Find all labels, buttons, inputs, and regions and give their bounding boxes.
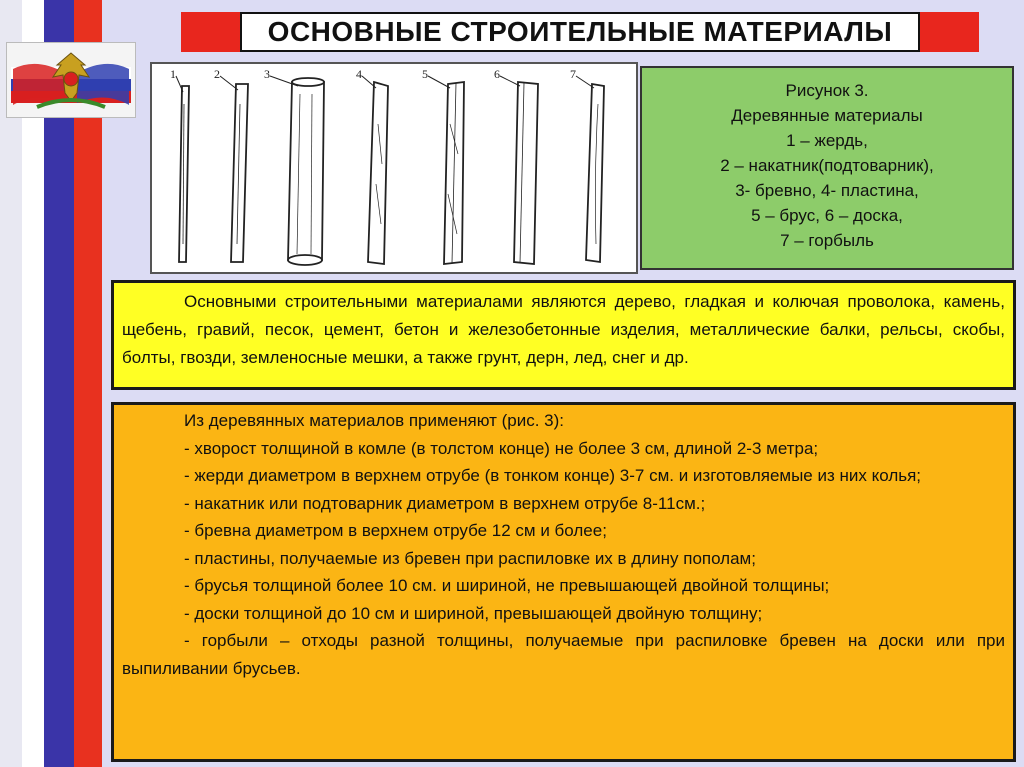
wood-list-item: - горбыли – отходы разной толщины, получаемые при распиловке бревен на доски или при выпиливании брусьев. <box>122 631 1005 678</box>
wood-list-item: - брусья толщиной более 10 см. и шириной, не превышающей двойной толщины; <box>184 576 830 595</box>
board-drawing <box>514 82 538 264</box>
wood-list-item: - хворост толщиной в комле (в толстом конце) не более 3 см, длиной 2-3 метра; <box>184 438 819 458</box>
half-log-drawing <box>368 82 388 264</box>
figure-label-6: 6 <box>494 67 500 81</box>
wood-heading: Из деревянных материалов применяют (рис. 3): <box>184 411 565 430</box>
caption-line: Деревянные материалы <box>731 106 923 125</box>
log-drawing <box>288 82 324 260</box>
caption-line: Рисунок 3. <box>785 81 869 100</box>
title-bar <box>181 12 979 52</box>
figure-label-3: 3 <box>264 67 270 81</box>
caption-line: 3- бревно, 4- пластина, <box>735 181 919 200</box>
caption-line: 5 – брус, 6 – доска, <box>751 206 903 225</box>
slab-drawing <box>586 84 604 262</box>
figure-label-4: 4 <box>356 67 362 81</box>
figure-caption <box>640 66 1014 270</box>
figure-label-1: 1 <box>170 67 176 81</box>
caption-line: 7 – горбыль <box>780 231 874 250</box>
emblem-logo <box>6 42 136 118</box>
emblem-icon <box>7 43 135 117</box>
caption-line: 2 – накатник(подтоварник), <box>720 156 934 175</box>
intro-text-box <box>111 280 1016 390</box>
wood-list-item: - жерди диаметром в верхнем отрубе (в тонком конце) 3-7 см. и изготовляемые из них колья; <box>184 466 922 485</box>
intro-paragraph: Основными строительными материалами являются дерево, гладкая и колючая проволока, камень, щебень, гравий, песок, цемент, бетон и железобетонные изделия, металлические балки, рельсы, скобы, болты, гвозди, земленосные мешки, а также грунт, дерн, лед, снег и др. <box>122 292 1005 367</box>
figure-label-7: 7 <box>570 67 576 81</box>
wood-list-item: - доски толщиной до 10 см и шириной, превышающей двойную толщину; <box>184 603 763 623</box>
wood-list-item: - накатник или подтоварник диаметром в верхнем отрубе 8-11см.; <box>184 493 706 513</box>
wood-materials-text-box <box>111 402 1016 762</box>
wood-list-item: - бревна диаметром в верхнем отрубе 12 см и более; <box>184 521 607 540</box>
figure-label-2: 2 <box>214 67 220 81</box>
wood-materials-figure <box>150 62 638 274</box>
figure-label-5: 5 <box>422 67 428 81</box>
page-title: ОСНОВНЫЕ СТРОИТЕЛЬНЫЕ МАТЕРИАЛЫ <box>240 12 921 52</box>
wood-materials-drawing <box>152 64 636 272</box>
caption-line: 1 – жердь, <box>786 131 868 150</box>
wood-list-item: - пластины, получаемые из бревен при распиловке их в длину пополам; <box>184 548 756 568</box>
